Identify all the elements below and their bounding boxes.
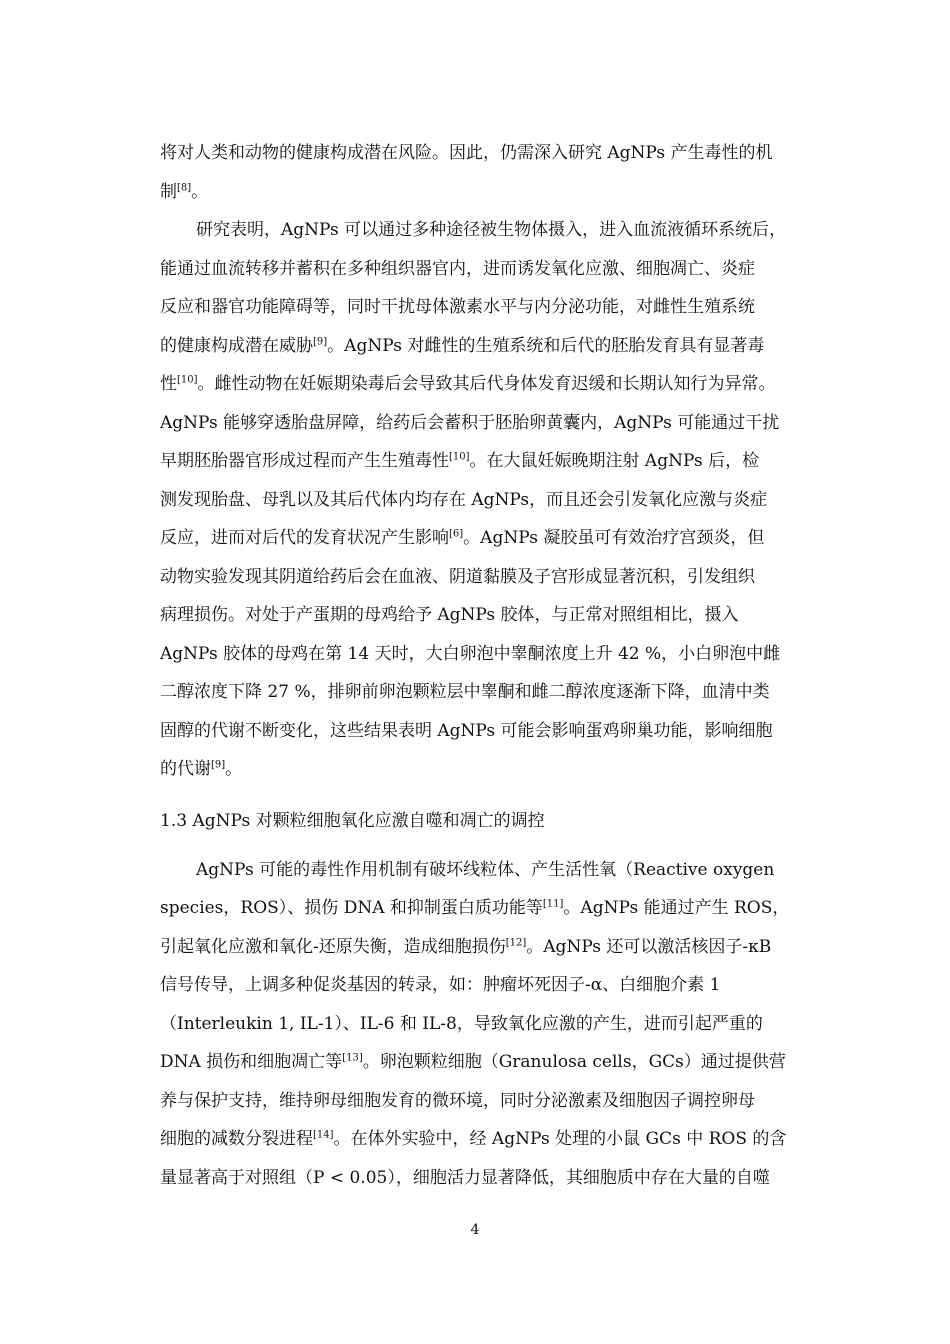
text-line: 测发现胎盘、母乳以及其后代体内均存在 AgNPs，而且还会引发氧化应激与炎症 <box>160 489 768 510</box>
text-line: 引起氧化应激和氧化-还原失衡，造成细胞损伤[12]。AgNPs 还可以激活核因子-κB <box>160 936 772 957</box>
text-line: 二醇浓度下降 27 %，排卵前卵泡颗粒层中睾酮和雌二醇浓度逐渐下降，血清中类 <box>160 682 770 702</box>
text-line: 反应，进而对后代的发育状况产生影响[6]。AgNPs 凝胶虽可有效治疗宫颈炎，但 <box>160 528 765 548</box>
page-body <box>160 134 838 1197</box>
text-line: AgNPs 胶体的母鸡在第 14 天时，大白卵泡中睾酮浓度上升 42 %，小白卵泡中雌 <box>160 643 781 664</box>
text-line: 病理损伤。对处于产蛋期的母鸡给予 AgNPs 胶体，与正常对照组相比，摄入 <box>160 605 739 625</box>
text-line: 制[8]。 <box>160 181 209 202</box>
text-line: 将对人类和动物的健康构成潜在风险。因此，仍需深入研究 AgNPs 产生毒性的机 <box>160 143 773 163</box>
text-line: 的代谢[9]。 <box>160 759 243 779</box>
text-line: DNA 损伤和细胞凋亡等[13]。卵泡颗粒细胞（Granulosa cells，GCs）通过提供营 <box>160 1052 786 1072</box>
text-line: 细胞的减数分裂进程[14]。在体外实验中，经 AgNPs 处理的小鼠 GCs 中 ROS 的含 <box>160 1129 787 1149</box>
text-line: 的健康构成潜在威胁[9]。AgNPs 对雌性的生殖系统和后代的胚胎发育具有显著毒 <box>160 335 765 356</box>
paragraph-2 <box>160 211 838 789</box>
text-line: 动物实验发现其阴道给药后会在血液、阴道黏膜及子宫形成显著沉积，引发组织 <box>160 566 755 587</box>
text-line: 固醇的代谢不断变化，这些结果表明 AgNPs 可能会影响蛋鸡卵巢功能，影响细胞 <box>160 720 773 741</box>
text-line: 性[10]。雌性动物在妊娠期染毒后会导致其后代身体发育迟缓和长期认知行为异常。 <box>160 374 776 394</box>
text-line: AgNPs 可能的毒性作用机制有破坏线粒体、产生活性氧（Reactive oxygen <box>196 859 775 880</box>
text-line: 能通过血流转移并蓄积在多种组织器官内，进而诱发氧化应激、细胞凋亡、炎症 <box>160 258 755 279</box>
text-line: 信号传导，上调多种促炎基因的转录，如：肿瘤坏死因子-α、白细胞介素 1 <box>160 975 721 995</box>
text-line: species，ROS）、损伤 DNA 和抑制蛋白质功能等[11]。AgNPs 能通过产生 ROS， <box>160 898 790 918</box>
text-line: 量显著高于对照组（P < 0.05），细胞活力显著降低，其细胞质中存在大量的自噬 <box>160 1167 770 1188</box>
text-line: 早期胚胎器官形成过程而产生生殖毒性[10]。在大鼠妊娠晚期注射 AgNPs 后，检 <box>160 451 760 471</box>
text-line: 研究表明，AgNPs 可以通过多种途径被生物体摄入，进入血流液循环系统后， <box>196 220 787 240</box>
paragraph-1 <box>160 134 838 211</box>
page-number: 4 <box>470 1222 480 1238</box>
text-line: 养与保护支持，维持卵母细胞发育的微环境，同时分泌激素及细胞因子调控卵母 <box>160 1090 755 1111</box>
section-heading: 1.3 AgNPs 对颗粒细胞氧化应激自噬和凋亡的调控 <box>160 810 545 831</box>
paragraph-3 <box>160 851 838 1198</box>
text-line: 反应和器官功能障碍等，同时干扰母体激素水平与内分泌功能，对雌性生殖系统 <box>160 297 755 317</box>
text-line: （Interleukin 1, IL-1）、IL-6 和 IL-8，导致氧化应激的产生，进而引起严重的 <box>160 1013 763 1034</box>
text-line: AgNPs 能够穿透胎盘屏障，给药后会蓄积于胚胎卵黄囊内，AgNPs 可能通过干扰 <box>160 412 780 433</box>
